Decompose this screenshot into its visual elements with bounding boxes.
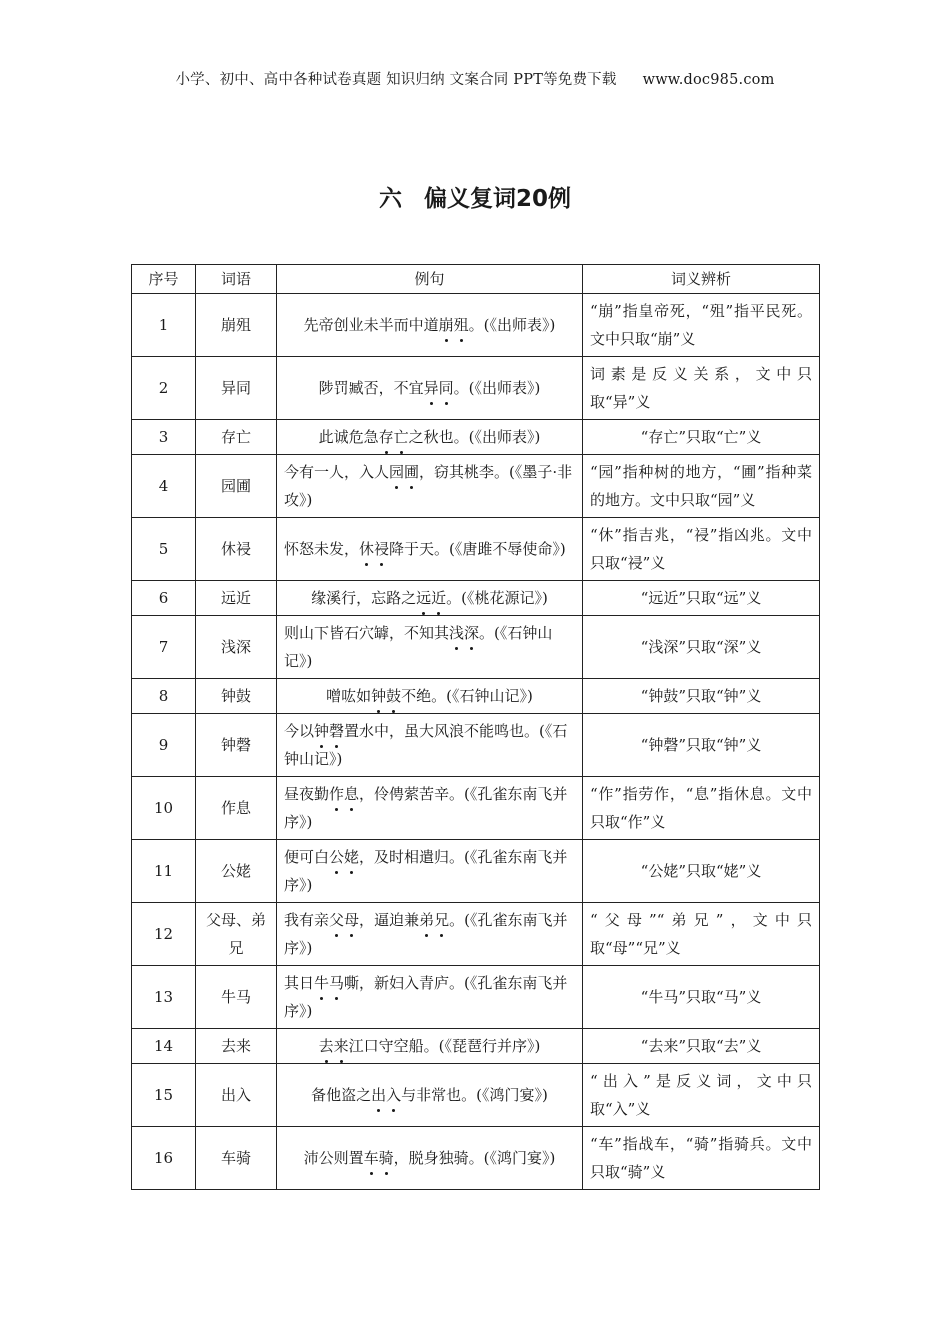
row-word: 钟鼓 [196,679,277,714]
table-row [132,518,820,581]
table-row [132,581,820,616]
emphasis-char: 钟 [371,682,386,710]
row-analysis: “钟磬”只取“钟”义 [583,714,820,777]
emphasized-word [449,624,479,642]
row-sentence [277,966,583,1029]
row-analysis: “车”指战车，“骑”指骑兵。文中只取“骑”义 [583,1127,820,1190]
row-analysis: “出入”是反义词，文中只取“入”义 [583,1064,820,1127]
emphasis-char: 钟 [314,717,329,745]
row-analysis: “崩”指皇帝死，“殂”指平民死。文中只取“崩”义 [583,294,820,357]
emphasized-word [371,1086,401,1104]
row-number: 16 [132,1127,196,1190]
row-sentence [277,616,583,679]
sentence-text: 降于天。(《唐雎不辱使命》) [389,540,566,558]
sentence-text: 。(《石钟山记》) [284,624,553,670]
sentence-text: ，逼迫兼 [359,911,420,929]
sentence-text: 置水中，虽大风浪不能鸣也。(《石钟山记》) [284,722,568,768]
row-word: 园圃 [196,455,277,518]
emphasis-char: 弟 [419,906,434,934]
row-analysis: “公姥”只取“姥”义 [583,840,820,903]
sentence-text: 噌吰如 [326,687,372,705]
sentence-text: 嘶，新妇入青庐。(《孔雀东南飞并序》) [284,974,568,1020]
row-number: 13 [132,966,196,1029]
row-analysis: “去来”只取“去”义 [583,1029,820,1064]
header-url[interactable]: www.doc985.com [642,72,775,88]
emphasized-word [329,911,359,929]
sentence-text: 沛公则置 [303,1149,364,1167]
row-sentence [277,1064,583,1127]
col-header-analysis: 词义辨析 [583,265,820,294]
row-number: 7 [132,616,196,679]
row-number: 11 [132,840,196,903]
row-word: 公姥 [196,840,277,903]
emphasis-char: 浅 [449,619,464,647]
header-text: 小学、初中、高中各种试卷真题 知识归纳 文案合同 PPT等免费下载 [175,72,617,88]
row-word: 父母、弟兄 [196,903,277,966]
row-number: 3 [132,420,196,455]
emphasized-word [389,463,419,481]
row-number: 1 [132,294,196,357]
emphasis-char: 园 [389,458,404,486]
row-number: 12 [132,903,196,966]
emphasis-char: 入 [386,1081,401,1109]
table-row [132,777,820,840]
sentence-text: 怀怒未发， [284,540,360,558]
row-word: 钟磬 [196,714,277,777]
row-word: 崩殂 [196,294,277,357]
row-analysis: “父母”“弟兄”，文中只取“母”“兄”义 [583,903,820,966]
sentence-text: 之秋也。(《出师表》) [408,428,541,446]
sentence-text: 与非常也。(《鸿门宴》) [401,1086,548,1104]
row-analysis: “存亡”只取“亡”义 [583,420,820,455]
sentence-text: 。(《出师表》) [468,316,556,334]
table-row [132,679,820,714]
sentence-text: 则山下皆石穴罅，不知其 [284,624,450,642]
emphasized-word [439,316,469,334]
sentence-text: 我有亲 [284,911,330,929]
page-header [0,68,950,89]
row-sentence [277,1127,583,1190]
row-sentence [277,903,583,966]
sentence-text: 其日 [284,974,315,992]
table-header-row [132,265,820,294]
row-word: 休祲 [196,518,277,581]
table-row [132,616,820,679]
row-word: 牛马 [196,966,277,1029]
col-header-sentence: 例句 [277,265,583,294]
col-header-no: 序号 [132,265,196,294]
emphasis-char: 父 [329,906,344,934]
sentence-text: 便可白 [284,848,330,866]
emphasized-word [314,722,344,740]
emphasis-char: 去 [319,1032,334,1060]
sentence-text: 。(《孔雀东南飞并序》) [284,911,568,957]
emphasized-word [329,848,359,866]
emphasized-word [314,974,344,992]
table-row [132,1127,820,1190]
sentence-text: 不绝。(《石钟山记》) [401,687,533,705]
row-number: 4 [132,455,196,518]
emphasis-char: 息 [344,780,359,808]
row-sentence [277,777,583,840]
emphasis-char: 亡 [394,423,409,451]
emphasized-word [419,911,449,929]
row-number: 6 [132,581,196,616]
row-number: 9 [132,714,196,777]
emphasis-char: 出 [371,1081,386,1109]
emphasized-word [329,785,359,803]
row-analysis: “钟鼓”只取“钟”义 [583,679,820,714]
sentence-text: ，窃其桃李。(《墨子·非攻》) [284,463,573,509]
emphasized-word [379,428,409,446]
emphasis-char: 马 [329,969,344,997]
emphasized-word [371,687,401,705]
sentence-text: 昼夜勤 [284,785,330,803]
sentence-text: 先帝创业未半而中道 [303,316,439,334]
table-row [132,903,820,966]
emphasis-char: 公 [329,843,344,871]
emphasis-char: 姥 [344,843,359,871]
emphasized-word [416,589,446,607]
sentence-text: ，伶俜萦苦辛。(《孔雀东南飞并序》) [284,785,568,831]
table-row [132,840,820,903]
table-row [132,420,820,455]
emphasis-char: 作 [329,780,344,808]
row-analysis: “园”指种树的地方，“圃”指种菜的地方。文中只取“园”义 [583,455,820,518]
emphasized-word [359,540,389,558]
sentence-text: 江口守空船。(《琵琶行并序》) [348,1037,541,1055]
title-number: 六 [378,186,402,212]
emphasis-char: 鼓 [386,682,401,710]
emphasis-char: 存 [379,423,394,451]
row-analysis: 词素是反义关系，文中只取“异”义 [583,357,820,420]
row-number: 2 [132,357,196,420]
row-number: 8 [132,679,196,714]
emphasis-char: 祲 [374,535,389,563]
emphasis-char: 近 [431,584,446,612]
row-word: 浅深 [196,616,277,679]
table-row [132,455,820,518]
row-number: 14 [132,1029,196,1064]
sentence-text: 此诚危急 [318,428,379,446]
row-sentence [277,518,583,581]
table-row [132,714,820,777]
emphasis-char: 崩 [439,311,454,339]
emphasized-word [319,1037,349,1055]
row-analysis: “远近”只取“远”义 [583,581,820,616]
row-analysis: “牛马”只取“马”义 [583,966,820,1029]
row-analysis: “休”指吉兆，“祲”指凶兆。文中只取“祲”义 [583,518,820,581]
page-title [0,180,950,213]
row-word: 车骑 [196,1127,277,1190]
table-row [132,1029,820,1064]
row-sentence [277,679,583,714]
col-header-word: 词语 [196,265,277,294]
row-sentence [277,1029,583,1064]
row-word: 出入 [196,1064,277,1127]
sentence-text: ，脱身独骑。(《鸿门宴》) [393,1149,556,1167]
sentence-text: 备他盗之 [311,1086,372,1104]
emphasis-char: 车 [364,1144,379,1172]
sentence-text: 缘溪行，忘路之 [311,589,417,607]
emphasis-char: 来 [334,1032,349,1060]
emphasis-char: 磬 [329,717,344,745]
row-analysis: “作”指劳作，“息”指休息。文中只取“作”义 [583,777,820,840]
emphasis-char: 远 [416,584,431,612]
title-text: 偏义复词20例 [423,186,571,212]
emphasis-char: 休 [359,535,374,563]
emphasized-word [364,1149,394,1167]
row-word: 存亡 [196,420,277,455]
emphasized-word [424,379,454,397]
sentence-text: 。(《出师表》) [453,379,541,397]
row-number: 10 [132,777,196,840]
row-word: 作息 [196,777,277,840]
emphasis-char: 牛 [314,969,329,997]
table-row [132,1064,820,1127]
sentence-text: 陟罚臧否，不宜 [318,379,424,397]
row-word: 远近 [196,581,277,616]
row-number: 15 [132,1064,196,1127]
emphasis-char: 同 [439,374,454,402]
emphasis-char: 异 [424,374,439,402]
sentence-text: 今以 [284,722,315,740]
row-sentence [277,840,583,903]
row-sentence [277,420,583,455]
table-row [132,357,820,420]
emphasis-char: 兄 [434,906,449,934]
sentence-text: 。(《桃花源记》) [446,589,548,607]
sentence-text: 今有一人，入人 [284,463,390,481]
table-row [132,966,820,1029]
emphasis-char: 母 [344,906,359,934]
table-row [132,294,820,357]
row-sentence [277,357,583,420]
row-sentence [277,294,583,357]
row-analysis: “浅深”只取“深”义 [583,616,820,679]
row-sentence [277,714,583,777]
row-word: 去来 [196,1029,277,1064]
sentence-text: ，及时相遣归。(《孔雀东南飞并序》) [284,848,568,894]
emphasis-char: 深 [464,619,479,647]
emphasis-char: 骑 [379,1144,394,1172]
emphasis-char: 圃 [404,458,419,486]
examples-table [131,264,820,1190]
emphasis-char: 殂 [454,311,469,339]
row-sentence [277,581,583,616]
row-word: 异同 [196,357,277,420]
row-sentence [277,455,583,518]
row-number: 5 [132,518,196,581]
